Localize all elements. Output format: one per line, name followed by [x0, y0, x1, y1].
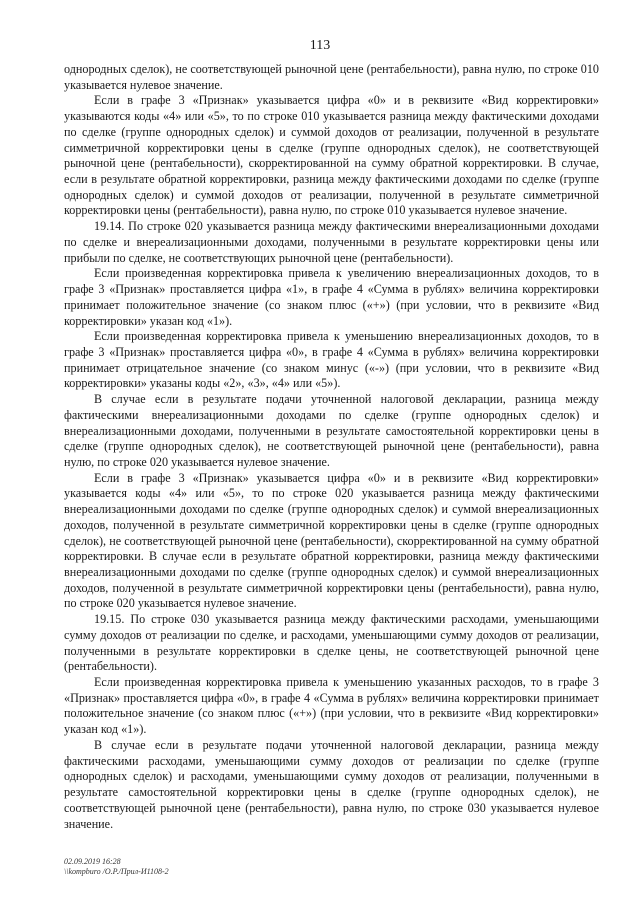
footer [64, 857, 169, 877]
paragraph: Если произведенная корректировка привела к уменьшению указанных расходов, то в графе 3 «Признак» проставляется цифра «0», в графе 4 «Сумма в рублях» величина корректировки принимает положительное значение (со знаком плюс («+») (при условии, что в реквизите «Вид корректировки» указан код «1»). [64, 675, 599, 737]
paragraph: Если в графе 3 «Признак» указывается цифра «0» и в реквизите «Вид корректировки» указываются коды «4» или «5», то по строке 010 указывается разница между фактическими доходами по сделке (группе однородных сделок) и суммой доходов от реализации, полученной в результате симметричной корректировки цены в сделке (группе однородных сделок), не соответствующей рыночной цене (рентабельности), скорректированной на сумму обратной корректировки. В случае, если в результате обратной корректировки, разница между фактическими доходами по сделке (группе однородных сделок) и суммой доходов от реализации, полученной в результате симметричной корректировки цены (рентабельности), равна нулю, по строке 010 указывается нулевое значение. [64, 93, 599, 218]
paragraph: Если произведенная корректировка привела к уменьшению внереализационных доходов, то в графе 3 «Признак» проставляется цифра «0», в графе 4 «Сумма в рублях» величина корректировки принимает отрицательное значение (со знаком минус («-») (при условии, что в реквизите «Вид корректировки» указаны коды «2», «3», «4» или «5»). [64, 329, 599, 391]
page-number: 113 [309, 38, 331, 53]
paragraph-19-15: 19.15. По строке 030 указывается разница между фактическими расходами, уменьшающими сумму доходов от реализации по сделке, и расходами, уменьшающими сумму доходов от реализации, полученными в результате корректировки в сделке цены, не соответствующей рыночной цене (рентабельности). [64, 612, 599, 674]
footer-path: \\kompburo /О.Р./Прил-И1108-2 [64, 867, 169, 876]
document-body [64, 62, 599, 832]
paragraph: Если в графе 3 «Признак» указывается цифра «0» и в реквизите «Вид корректировки» указывается коды «4» или «5», то по строке 020 указывается разница между фактическими внереализационными доходами по сделке (группе однородных сделок) и суммой внереализационных доходов, полученной в результате симметричной корректировки цены в сделке (группе однородных сделок), не соответствующей рыночной цене (рентабельности), скорректированной на сумму обратной корректировки. В случае если в результате обратной корректировки, разница между фактическими внереализационными доходами по сделке (группе однородных сделок) и суммой внереализационных доходов, полученной в результате симметричной корректировки цены (рентабельности), равна нулю, по строке 020 указывается нулевое значение. [64, 470, 599, 611]
paragraph: В случае если в результате подачи уточненной налоговой декларации, разница между фактическими расходами, уменьшающими сумму доходов от реализации по сделке (группе однородных сделок) и расходами, уменьшающими сумму доходов от реализации, полученными в результате самостоятельной корректировки цены в сделке (группе однородных сделок), не соответствующей рыночной цене (рентабельности), равна нулю, по строке 030 указывается нулевое значение. [64, 737, 599, 831]
footer-timestamp: 02.09.2019 16:28 [64, 857, 121, 866]
paragraph-19-14: 19.14. По строке 020 указывается разница между фактическими внереализационными доходами по сделке и внереализационными доходами, полученными в результате корректировки цены или прибыли по сделке, не соответствующих рыночной цене (рентабельности). [64, 219, 599, 265]
paragraph: В случае если в результате подачи уточненной налоговой декларации, разница между фактическими внереализационными доходами по сделке (группе однородных сделок) и внереализационными доходами, полученными в результате самостоятельной корректировки цены в сделке (группе однородных сделок), не соответствующей рыночной цене (рентабельности), равна нулю, по строке 020 указывается нулевое значение. [64, 392, 599, 469]
paragraph-continuation: однородных сделок), не соответствующей рыночной цене (рентабельности), равна нулю, по строке 010 указывается нулевое значение. [64, 62, 599, 92]
paragraph: Если произведенная корректировка привела к увеличению внереализационных доходов, то в графе 3 «Признак» проставляется цифра «1», в графе 4 «Сумма в рублях» величина корректировки принимает положительное значение (со знаком плюс («+») (при условии, что в реквизите «Вид корректировки» указан код «1»). [64, 266, 599, 328]
